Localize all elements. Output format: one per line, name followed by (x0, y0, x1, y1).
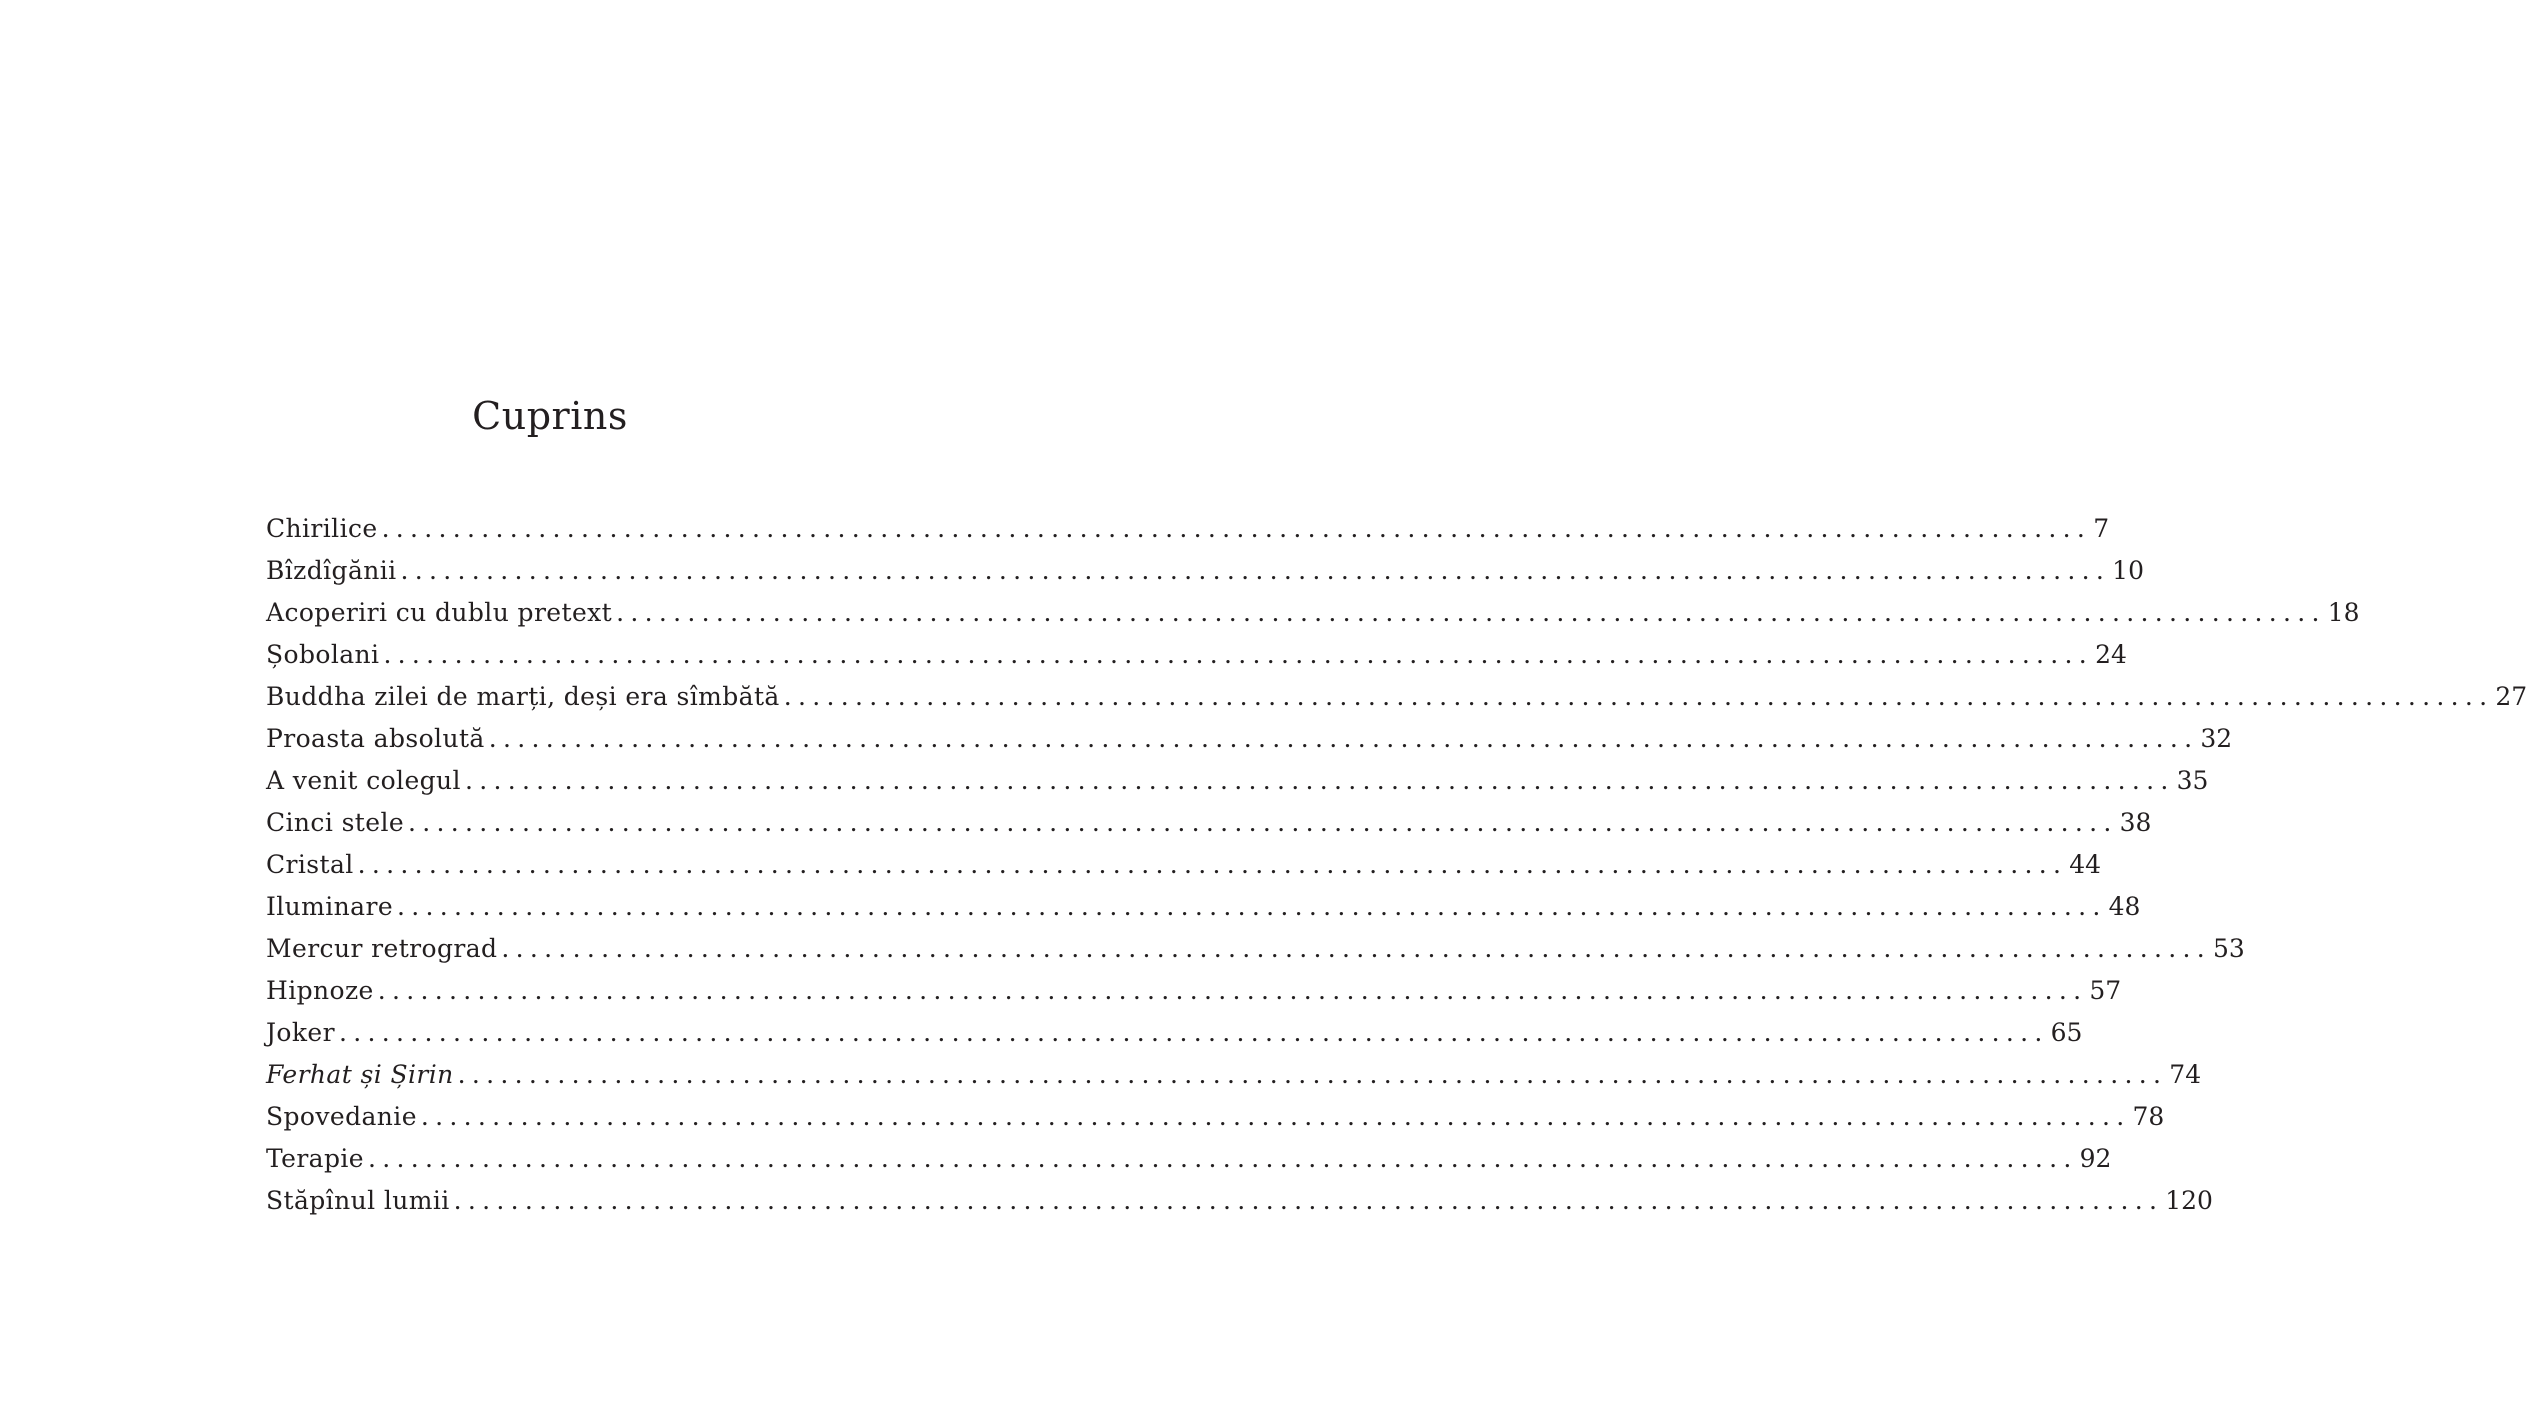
toc-dot-leader: ........................................................................................................................ (381, 514, 2092, 543)
toc-entry-page: 7 (2093, 514, 2110, 543)
toc-entry[interactable] (266, 634, 2127, 676)
toc-dot-leader: ........................................................................................................................ (501, 934, 2212, 963)
toc-dot-leader: ........................................................................................................................ (367, 1144, 2078, 1173)
toc-entry-page: 10 (2112, 556, 2144, 585)
toc-entry[interactable] (266, 508, 2110, 550)
toc-entry[interactable] (266, 802, 2152, 844)
toc-entry-page: 32 (2200, 724, 2233, 753)
toc-entry[interactable] (266, 1054, 2202, 1096)
toc-entry-title: Mercur retrograd (266, 934, 498, 963)
toc-entry-page: 74 (2169, 1060, 2202, 1089)
toc-entry-title: Acoperiri cu dublu pretext (266, 598, 613, 627)
toc-entry-title: Cinci stele (266, 808, 405, 837)
toc-entry-page: 78 (2132, 1102, 2165, 1131)
toc-dot-leader: ........................................................................................................................ (464, 766, 2175, 795)
toc-entry-title: Șobolani (266, 640, 380, 669)
toc-entry-page: 65 (2050, 1018, 2083, 1047)
toc-dot-leader: ........................................................................................................................ (357, 850, 2068, 879)
toc-entry-title: Iluminare (266, 892, 394, 921)
toc-dot-leader: ........................................................................................................................ (488, 724, 2199, 753)
toc-entry-title: A venit colegul (266, 766, 461, 795)
toc-entry[interactable] (266, 1012, 2083, 1054)
toc-dot-leader: ........................................................................................................................ (400, 556, 2111, 585)
toc-dot-leader: ........................................................................................................................ (453, 1186, 2164, 1215)
toc-dot-leader: ........................................................................................................................ (408, 808, 2118, 837)
toc-entry-page: 27 (2495, 682, 2527, 711)
toc-entry-title: Chirilice (266, 514, 378, 543)
toc-dot-leader: ........................................................................................................................ (383, 640, 2094, 669)
toc-entry[interactable] (266, 592, 2360, 634)
toc-entry-title: Spovedanie (266, 1102, 417, 1131)
toc-entry-title: Terapie (266, 1144, 364, 1173)
toc-entry[interactable] (266, 886, 2141, 928)
toc-entry-title: Proasta absolută (266, 724, 485, 753)
toc-entry-page: 92 (2079, 1144, 2112, 1173)
toc-entry[interactable] (266, 970, 2122, 1012)
toc-entry-title: Buddha zilei de marți, deși era sîmbătă (266, 682, 780, 711)
toc-dot-leader: ........................................................................................................................ (783, 682, 2494, 711)
toc-entry[interactable] (266, 550, 2144, 592)
toc-entry-page: 24 (2095, 640, 2127, 669)
toc-entry[interactable] (266, 760, 2209, 802)
toc-dot-leader: ........................................................................................................................ (377, 976, 2088, 1005)
toc-dot-leader: ........................................................................................................................ (420, 1102, 2131, 1131)
toc-dot-leader: ........................................................................................................................ (397, 892, 2107, 921)
toc-entry-title: Hipnoze (266, 976, 374, 1005)
toc-entry-title: Stăpînul lumii (266, 1186, 450, 1215)
toc-entry-page: 57 (2089, 976, 2122, 1005)
toc-entry-title: Bîzdîgănii (266, 556, 397, 585)
toc-entry-title: Cristal (266, 850, 354, 879)
toc-entry[interactable] (266, 1180, 2213, 1222)
toc-entry-page: 53 (2213, 934, 2245, 963)
toc-entry[interactable] (266, 1096, 2165, 1138)
toc-dot-leader: ........................................................................................................................ (338, 1018, 2049, 1047)
toc-entry-page: 48 (2108, 892, 2141, 921)
toc-entry-page: 120 (2165, 1186, 2213, 1215)
toc-entry[interactable] (266, 928, 2245, 970)
toc-entry[interactable] (266, 676, 2527, 718)
toc-dot-leader: ........................................................................................................................ (616, 598, 2326, 627)
toc-dot-leader: ........................................................................................................................ (457, 1060, 2168, 1089)
toc-entry-title: Joker (266, 1018, 335, 1047)
table-of-contents (266, 508, 2527, 1222)
toc-entry-page: 44 (2069, 850, 2102, 879)
toc-entry-page: 35 (2176, 766, 2209, 795)
page-title: Cuprins (472, 394, 628, 438)
toc-entry-title: Ferhat și Șirin (266, 1060, 454, 1089)
toc-entry[interactable] (266, 718, 2233, 760)
toc-entry-page: 38 (2119, 808, 2152, 837)
toc-entry[interactable] (266, 844, 2102, 886)
toc-entry[interactable] (266, 1138, 2112, 1180)
toc-entry-page: 18 (2327, 598, 2360, 627)
